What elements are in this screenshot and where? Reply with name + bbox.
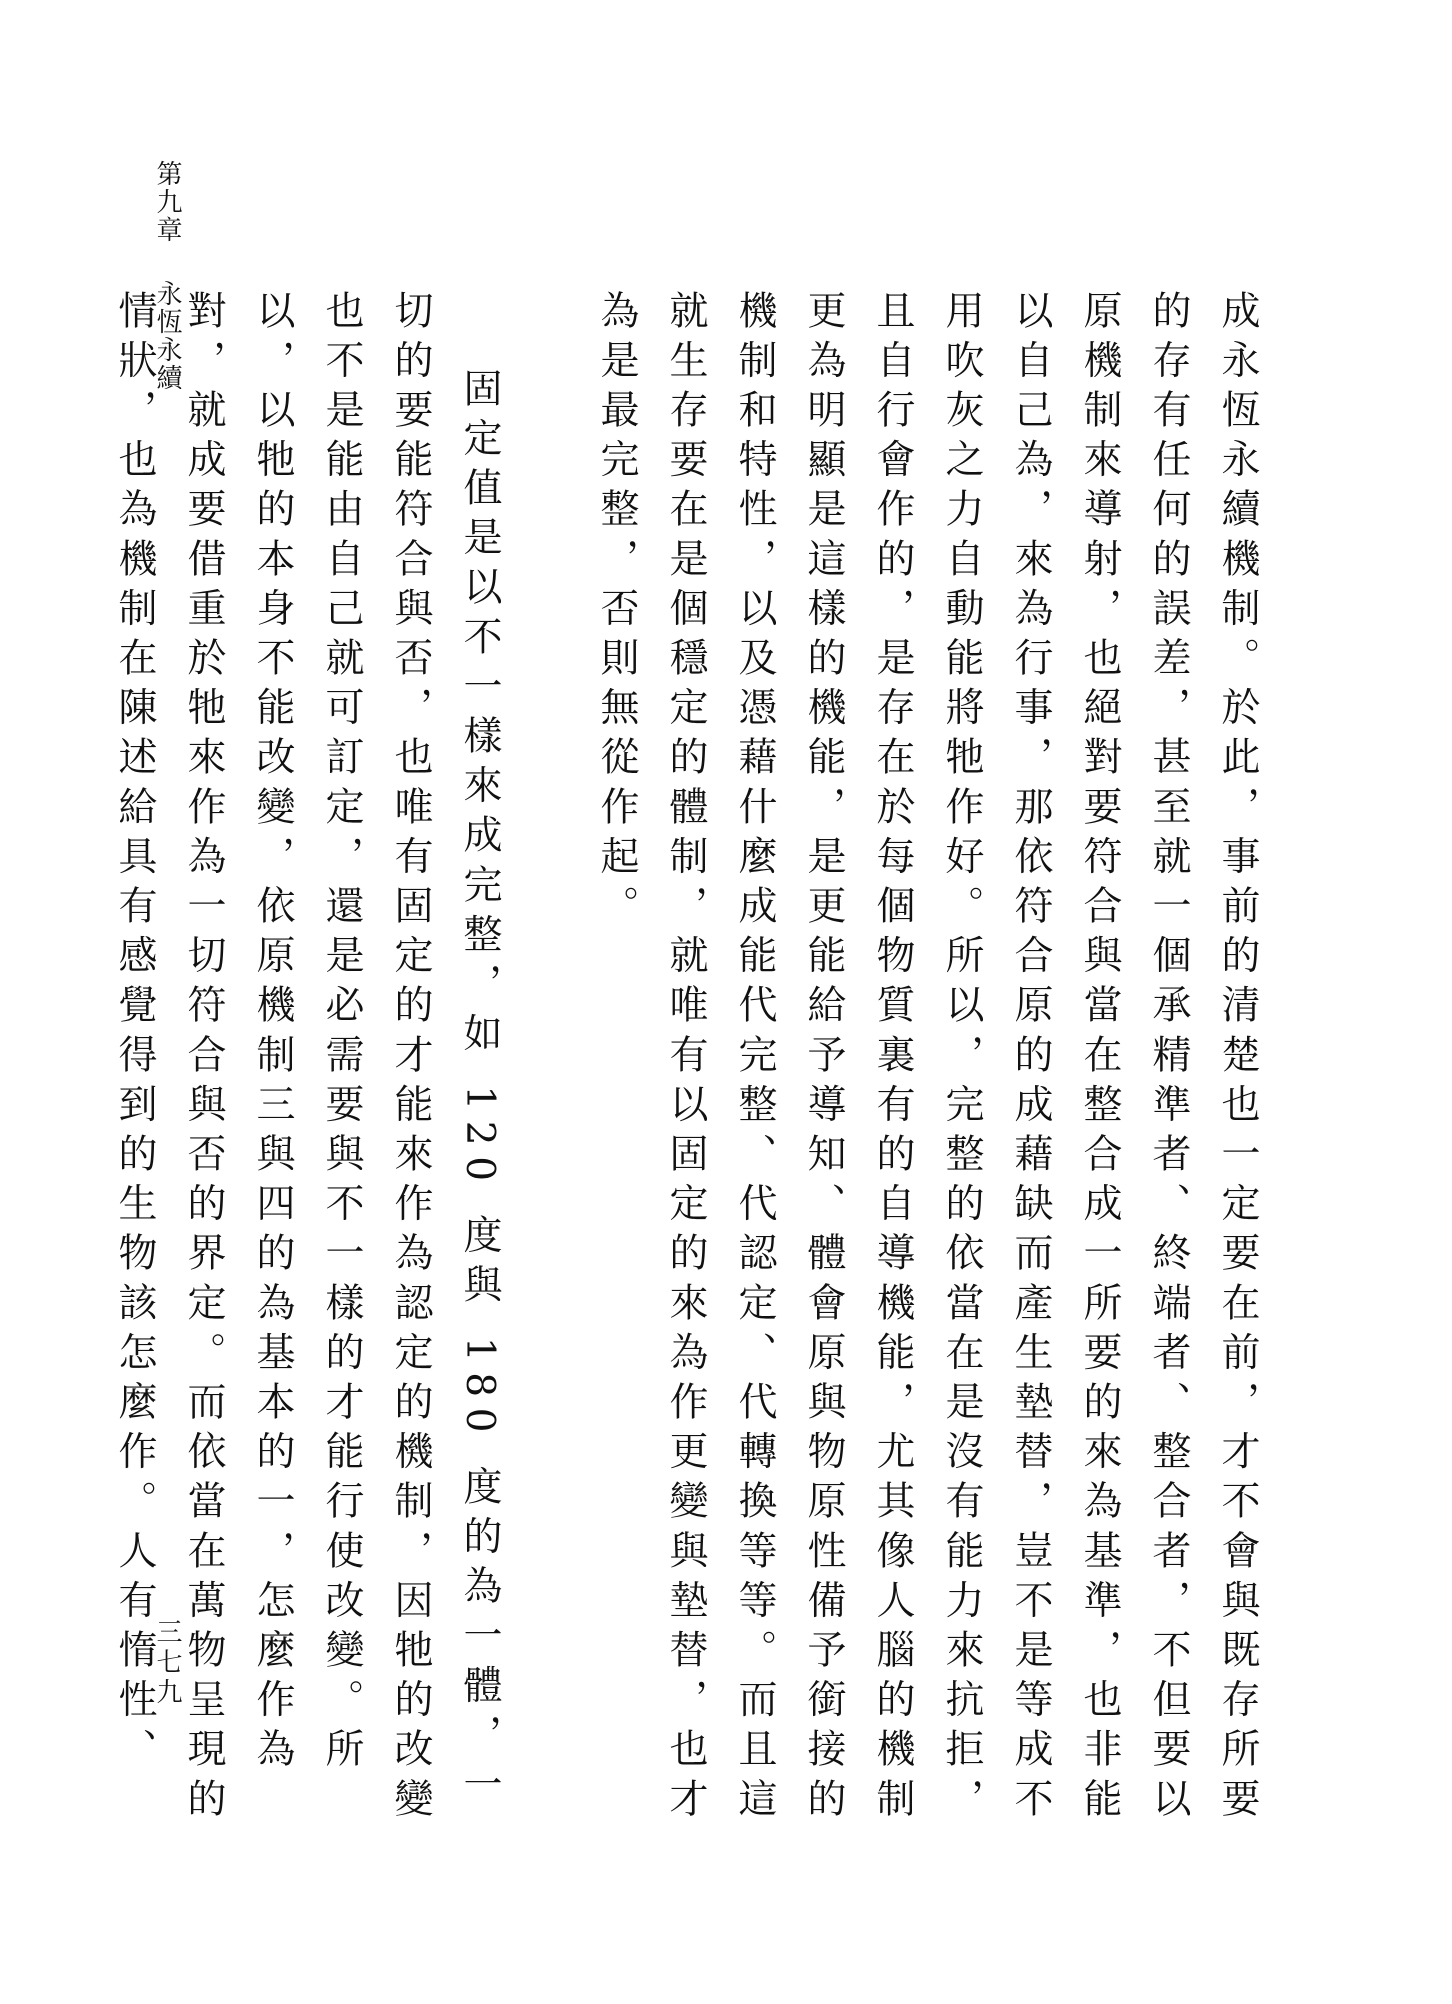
paragraph-2: 固定值是以不一樣來成完整，如 120 度與 180 度的為一體，一切的要能符合與否，也唯有固定的才能來作為認定的機制，因牠的改變也不是能由自己就可訂定，還是必需要與不一樣的才能行使改變。所以，以牠的本身不能改變，依原機制三與四的為基本的一，怎麼作為對，就成要借重於牠來作為一切符合與否的界定。而依當在萬物呈現的情狀，也為機制在陳述給具有感覺得到的生物該怎麼作。人有惰性、: [112, 290, 502, 1828]
chapter-title: 永恆永續: [152, 280, 182, 392]
page-number: 三七九: [152, 1618, 182, 1708]
paragraph-1: 成永恆永續機制。於此，事前的清楚也一定要在前，才不會與既存所要的存有任何的誤差，甚至就一個承精準者、終端者、整合者，不但要以原機制來導射，也絕對要符合與當在整合成一所要的來為基準，也非能以自己為，來為行事，那依符合原的成藉缺而產生墊替，豈不是等成不用吹灰之力自動能將牠作好。所以，完整的依當在是沒有能力來抗拒，且自行會作的，是存在於每個物質裏有的自導機能，尤其像人腦的機制更為明顯是這樣的機能，是更能給予導知、體會原與物原性備予銜接的機制和特性，以及憑藉什麼成能代完整、代認定、代轉換等等。而且這就生存要在是個穩定的體制，就唯有以固定的來為作更變與墊替，也才為是最完整，否則無從作起。: [594, 290, 1260, 1828]
paragraph-gap: [514, 290, 582, 1860]
chapter-label: 第九章: [152, 160, 182, 244]
